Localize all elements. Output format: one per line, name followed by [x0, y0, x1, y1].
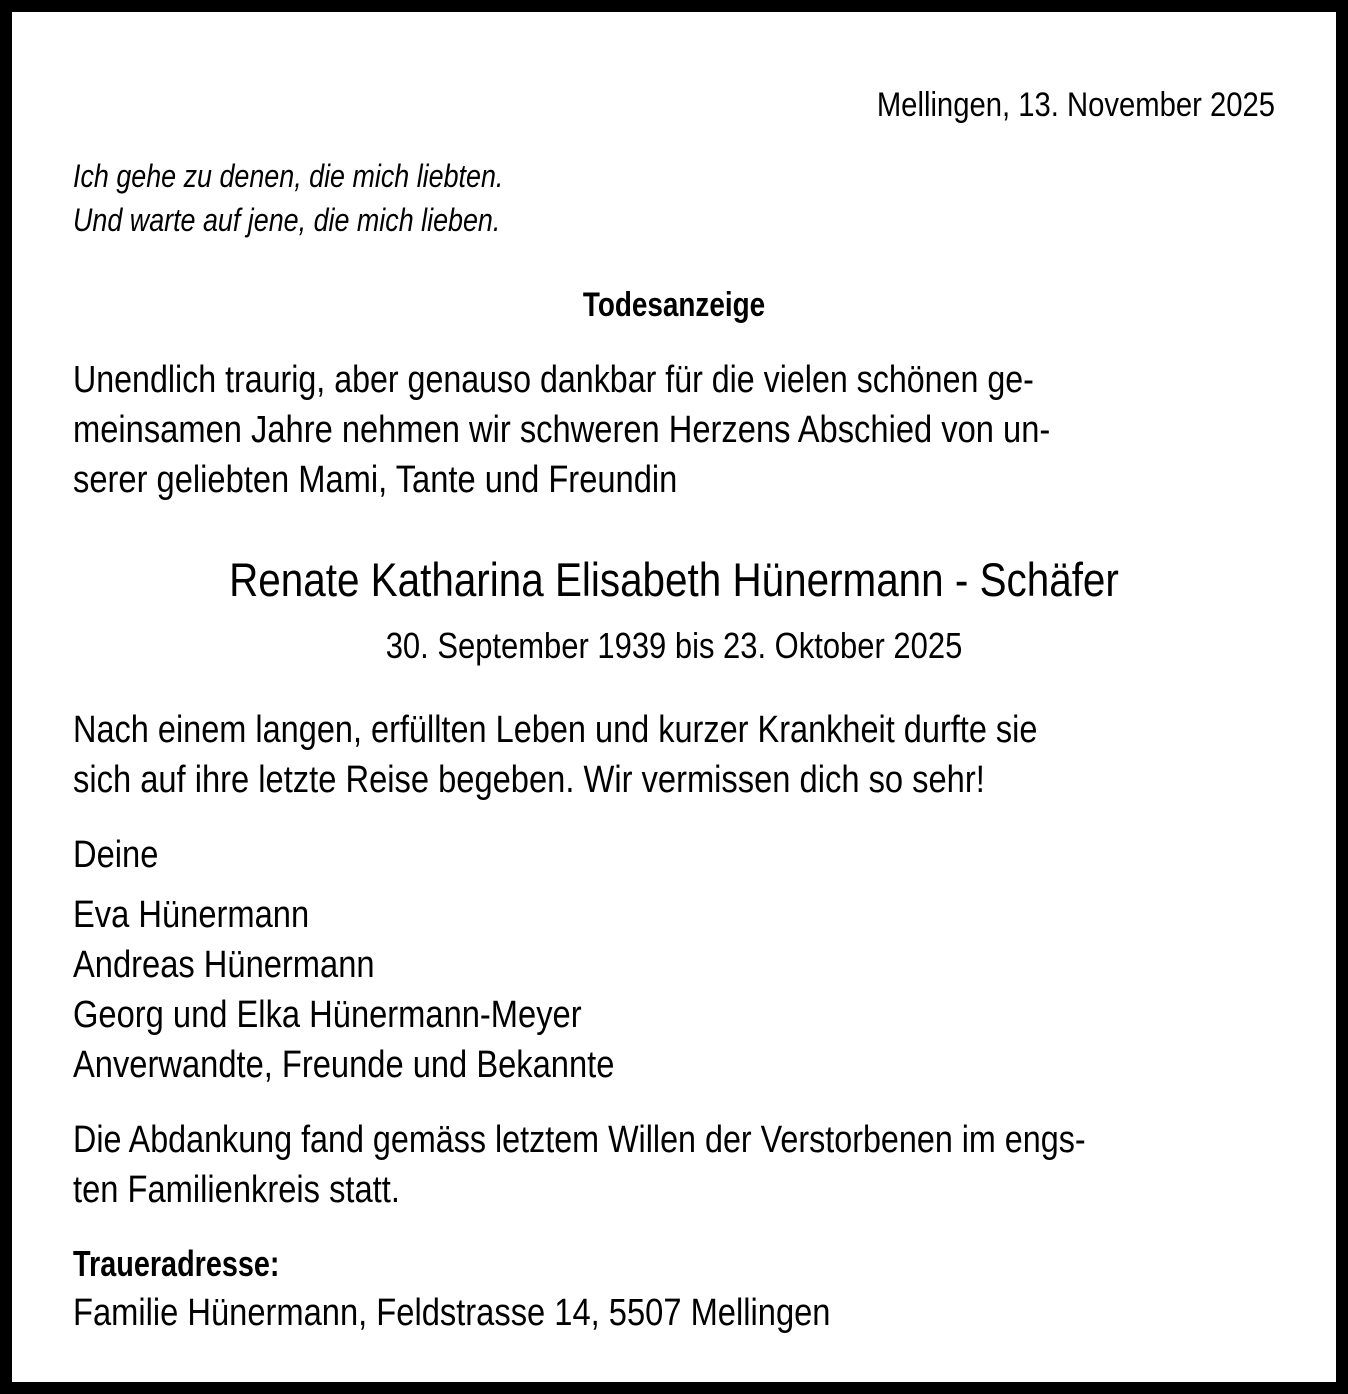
- intro-line-3: serer geliebten Mami, Tante und Freundin: [73, 459, 678, 501]
- message-line-1: Nach einem langen, erfüllten Leben und kurzer Krankheit durfte sie: [73, 709, 1038, 751]
- life-dates: 30. September 1939 bis 23. Oktober 2025: [385, 625, 963, 666]
- mourner-2: Andreas Hünermann: [73, 944, 375, 986]
- address-label: Traueradresse:: [73, 1243, 280, 1284]
- intro-line-1: Unendlich traurig, aber genauso dankbar für die vielen schönen ge-: [73, 359, 1034, 401]
- intro-line-2: meinsamen Jahre nehmen wir schweren Herzens Abschied von un-: [73, 409, 1051, 451]
- motto-line-1: Ich gehe zu denen, die mich liebten.: [73, 158, 504, 194]
- motto-line-2: Und warte auf jene, die mich lieben.: [73, 202, 501, 238]
- obituary-notice: [12, 12, 1336, 1382]
- place-date: Mellingen, 13. November 2025: [876, 86, 1275, 124]
- funeral-line-2: ten Familienkreis statt.: [73, 1169, 400, 1211]
- deceased-name: Renate Katharina Elisabeth Hünermann - Schäfer: [229, 553, 1119, 606]
- mourner-1: Eva Hünermann: [73, 894, 310, 936]
- salutation: Deine: [73, 834, 159, 876]
- notice-heading: Todesanzeige: [582, 286, 766, 324]
- mourning-address: Familie Hünermann, Feldstrasse 14, 5507 Mellingen: [73, 1292, 831, 1334]
- funeral-line-1: Die Abdankung fand gemäss letztem Willen der Verstorbenen im engs-: [73, 1119, 1086, 1161]
- mourner-3: Georg und Elka Hünermann-Meyer: [73, 994, 582, 1036]
- message-line-2: sich auf ihre letzte Reise begeben. Wir vermissen dich so sehr!: [73, 759, 985, 801]
- mourner-4: Anverwandte, Freunde und Bekannte: [73, 1044, 615, 1086]
